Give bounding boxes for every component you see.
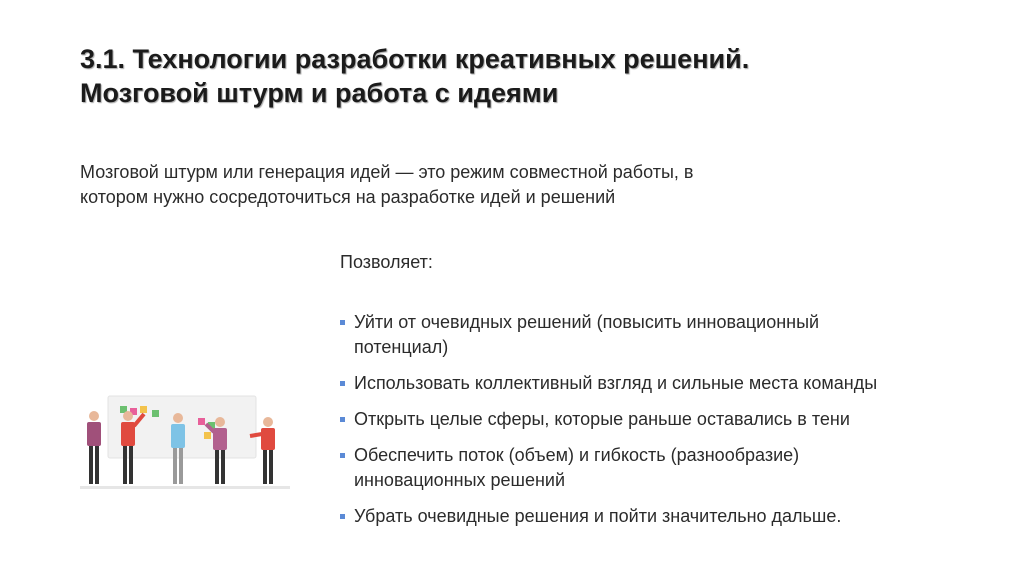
- list-item-text: Открыть целые сферы, которые раньше оставались в тени: [354, 409, 850, 429]
- bullet-square-icon: [340, 417, 345, 422]
- list-item: [340, 310, 1010, 360]
- sticky-note: [140, 406, 147, 413]
- list-item-text: Обеспечить поток (объем) и гибкость (разнообразие): [354, 445, 800, 465]
- title-line-1: 3.1. Технологии разработки креативных решений.: [80, 44, 750, 74]
- bullet-square-icon: [340, 320, 345, 325]
- list-item: [340, 371, 1010, 396]
- allows-label: Позволяет:: [340, 252, 433, 272]
- benefits-list: [340, 310, 1010, 540]
- bullet-square-icon: [340, 381, 345, 386]
- title-line-2: Мозговой штурм и работа с идеями: [80, 78, 559, 108]
- brainstorm-team-illustration: [80, 392, 290, 492]
- sticky-note: [204, 432, 211, 439]
- intro-line-1: Мозговой штурм или генерация идей — это режим совместной работы, в: [80, 162, 694, 182]
- floor: [80, 486, 290, 489]
- sticky-note: [198, 418, 205, 425]
- bullet-square-icon: [340, 453, 345, 458]
- list-item: [340, 443, 1010, 493]
- intro-line-2: котором нужно сосредоточиться на разработке идей и решений: [80, 187, 616, 207]
- list-item-text-cont: потенциал): [354, 337, 449, 357]
- list-item-text-cont: инновационных решений: [354, 470, 566, 490]
- list-item: [340, 407, 1010, 432]
- list-item: [340, 504, 1010, 529]
- list-item-text: Убрать очевидные решения и пойти значительно дальше.: [354, 506, 842, 526]
- list-item-text: Использовать коллективный взгляд и сильные места команды: [354, 373, 878, 393]
- bullet-square-icon: [340, 514, 345, 519]
- sticky-note: [152, 410, 159, 417]
- list-item-text: Уйти от очевидных решений (повысить инновационный: [354, 312, 820, 332]
- slide-title: [80, 42, 980, 110]
- person-figure: [87, 411, 101, 484]
- intro-paragraph: [80, 160, 880, 210]
